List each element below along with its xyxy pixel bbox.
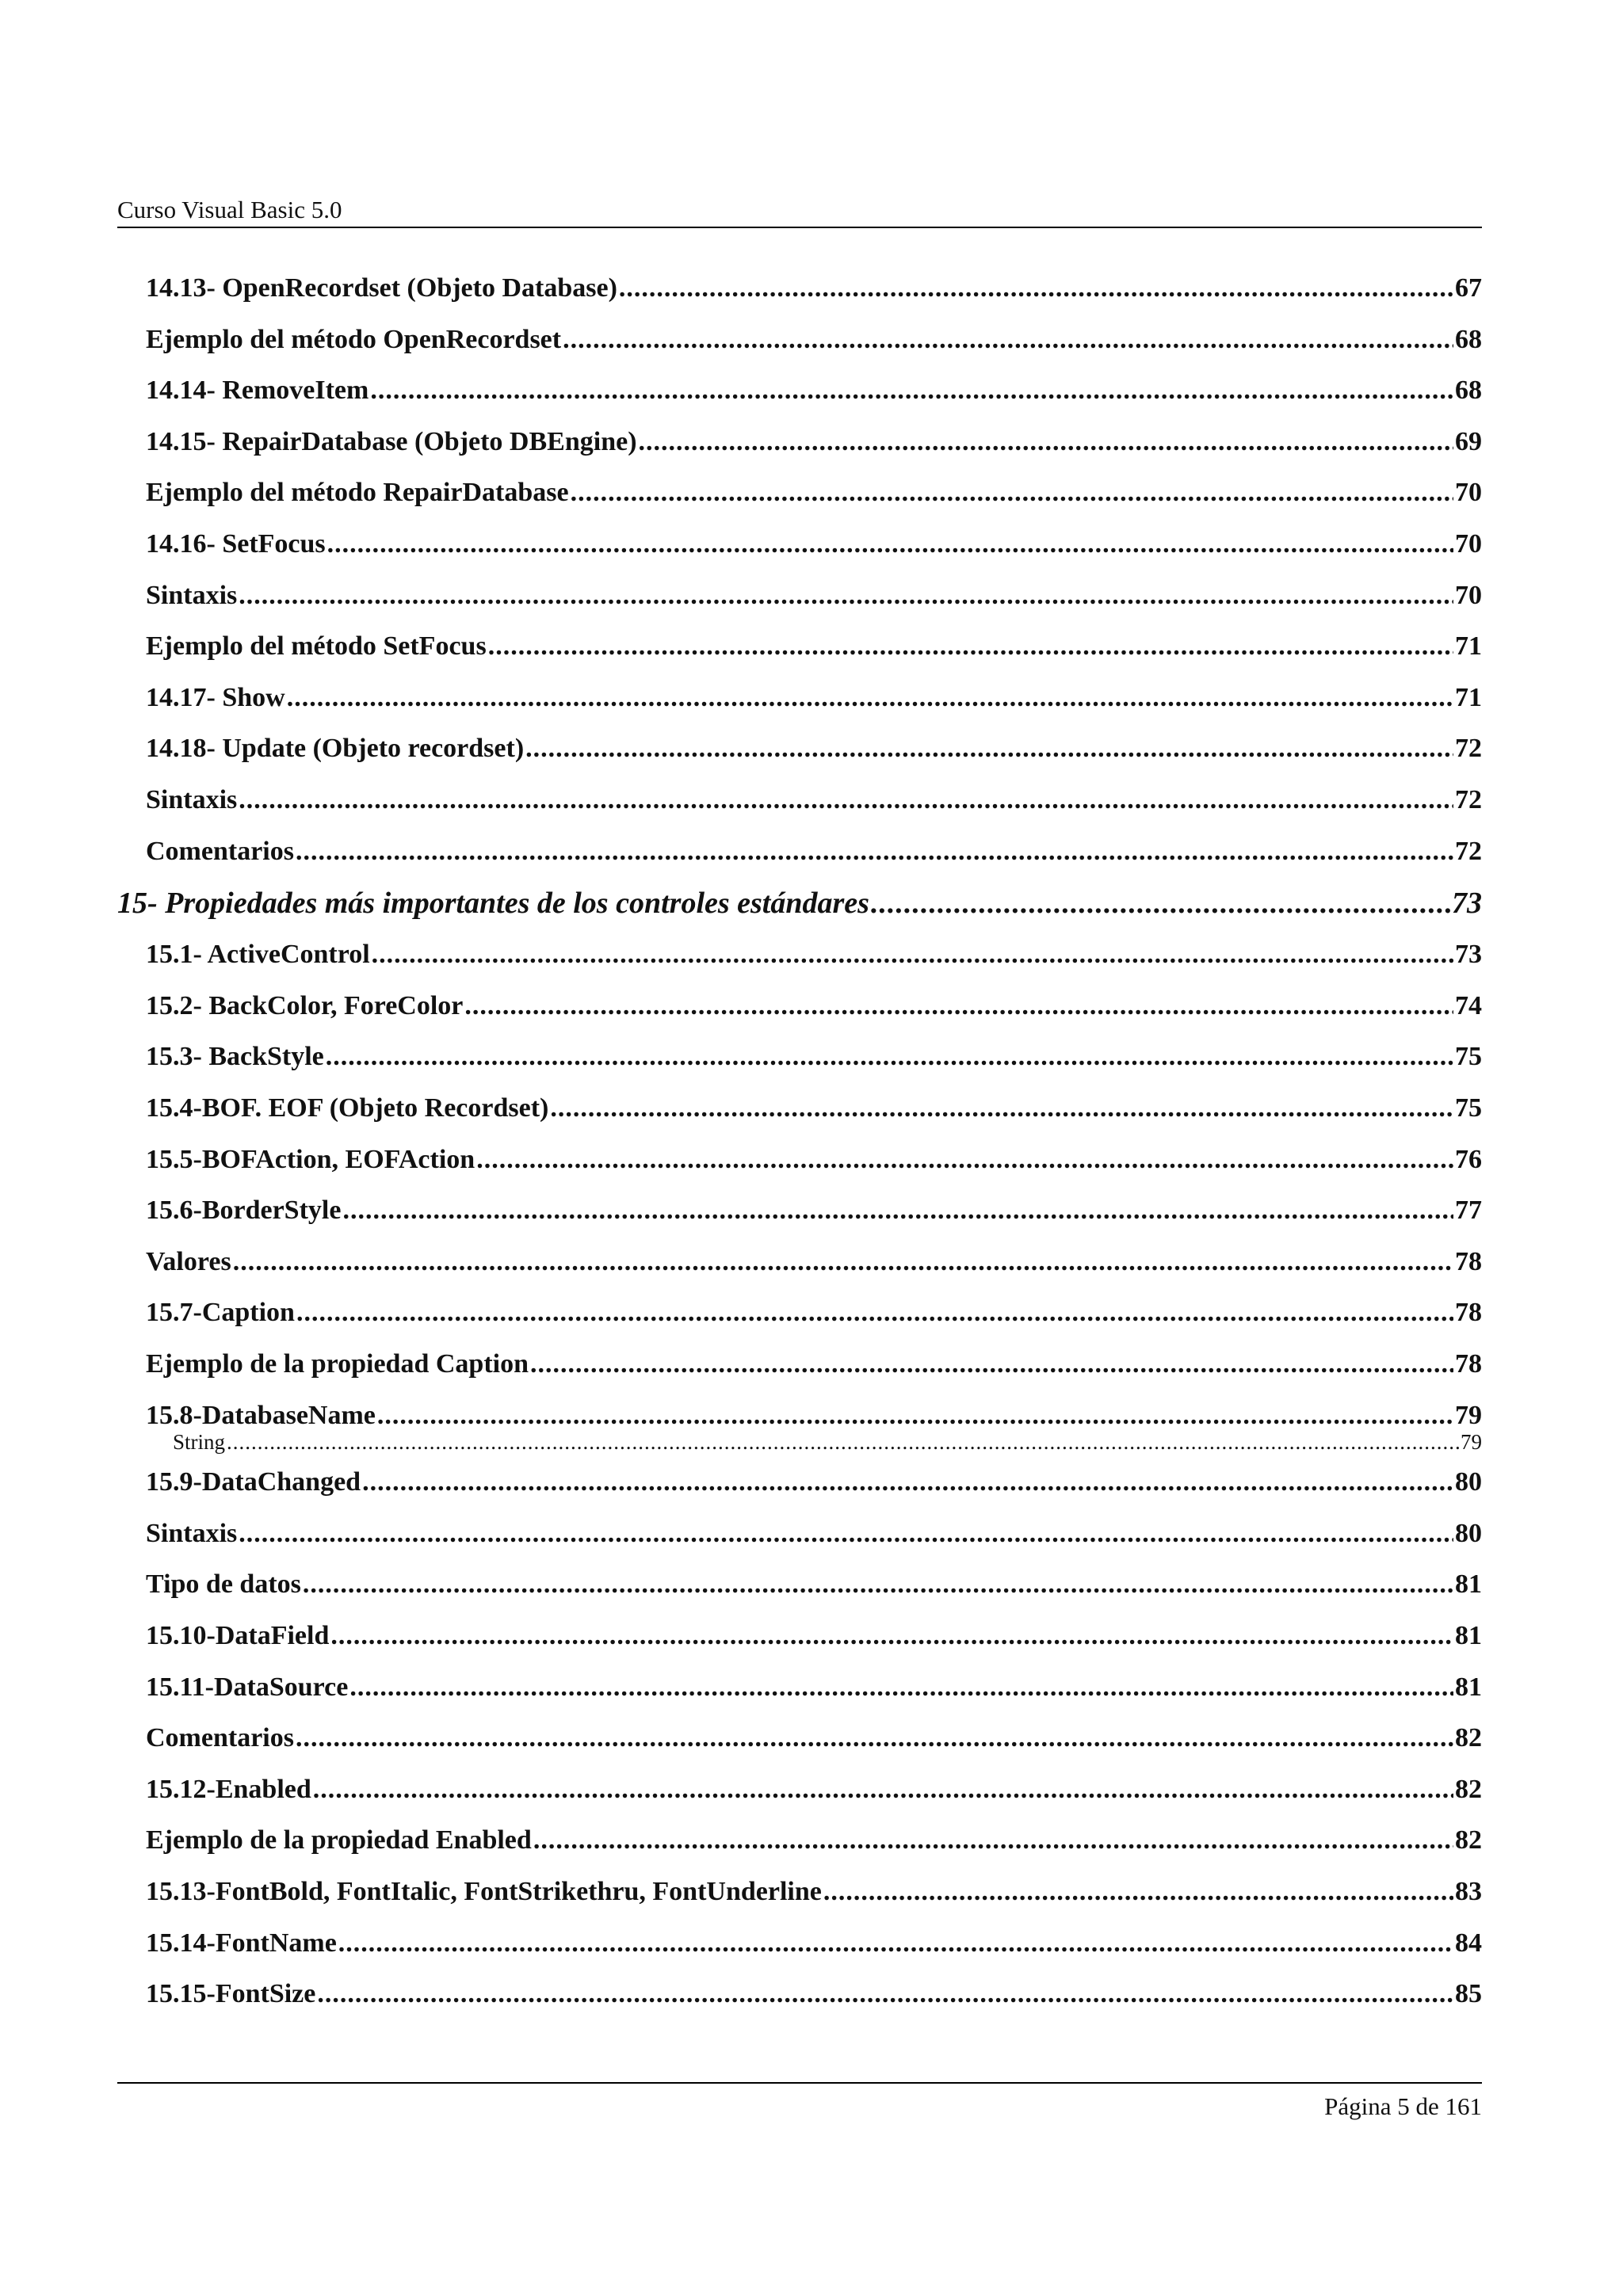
toc-entry-label: 15.11-DataSource: [146, 1672, 349, 1702]
toc-entry-label: 14.13- OpenRecordset (Objeto Database): [146, 273, 617, 303]
toc-dot-leader: [370, 365, 1453, 417]
toc-entry-page: 68: [1455, 324, 1482, 354]
toc-entry-page: 83: [1455, 1877, 1482, 1906]
toc-entry[interactable]: [146, 826, 1482, 878]
toc-entry[interactable]: [146, 467, 1482, 519]
toc-entry-page: 84: [1455, 1928, 1482, 1958]
toc-entry-page: 72: [1455, 785, 1482, 814]
toc-entry-label: String: [173, 1430, 226, 1455]
toc-entry-page: 85: [1455, 1979, 1482, 2009]
toc-dot-leader: [296, 1287, 1453, 1339]
toc-entry-label: 14.17- Show: [146, 682, 285, 712]
toc-entry-label: 14.16- SetFocus: [146, 529, 326, 559]
toc-entry[interactable]: [146, 723, 1482, 775]
toc-subentry[interactable]: [173, 1427, 1482, 1457]
toc-entry[interactable]: [146, 1508, 1482, 1560]
toc-entry[interactable]: [146, 1457, 1482, 1508]
toc-dot-leader: [296, 1713, 1453, 1764]
toc-entry-page: 80: [1455, 1518, 1482, 1548]
toc-entry[interactable]: [146, 1867, 1482, 1918]
toc-dot-leader: [533, 1815, 1453, 1867]
toc-entry-label: 15.15-FontSize: [146, 1979, 316, 2009]
toc-entry[interactable]: [146, 1237, 1482, 1288]
toc-dot-leader: [372, 929, 1453, 981]
toc-dot-leader: [330, 1611, 1453, 1662]
toc-dot-leader: [639, 417, 1453, 468]
toc-entry[interactable]: [146, 1032, 1482, 1083]
footer-page-number: Página 5 de 161: [1324, 2092, 1482, 2120]
toc-entry-label: Sintaxis: [146, 785, 238, 814]
toc-entry[interactable]: [146, 1918, 1482, 1970]
toc-entry-page: 82: [1455, 1825, 1482, 1855]
toc-entry[interactable]: [146, 621, 1482, 673]
toc-entry[interactable]: [146, 1339, 1482, 1390]
toc-entry-label: Ejemplo de la propiedad Enabled: [146, 1825, 532, 1855]
toc-dot-leader: [239, 1508, 1453, 1560]
toc-entry-page: 82: [1455, 1774, 1482, 1804]
toc-entry-label: Ejemplo del método OpenRecordset: [146, 324, 562, 354]
toc-entry[interactable]: [146, 1083, 1482, 1135]
toc-entry-label: 15.8-DatabaseName: [146, 1400, 376, 1430]
toc-entry-label: 14.15- RepairDatabase (Objeto DBEngine): [146, 426, 637, 456]
toc-entry-page: 74: [1455, 990, 1482, 1020]
toc-dot-leader: [823, 1867, 1453, 1918]
toc-entry-page: 72: [1455, 734, 1482, 764]
toc-entry-label: Comentarios: [146, 1723, 294, 1753]
toc-entry-page: 70: [1455, 580, 1482, 610]
toc-entry[interactable]: [146, 1611, 1482, 1662]
toc-entry[interactable]: [146, 417, 1482, 468]
toc-dot-leader: [239, 775, 1453, 826]
toc-entry-page: 81: [1455, 1569, 1482, 1600]
toc-dot-leader: [619, 263, 1453, 315]
toc-entry[interactable]: [146, 1969, 1482, 2020]
toc-entry-label: 15.2- BackColor, ForeColor: [146, 990, 464, 1020]
toc-dot-leader: [871, 877, 1450, 929]
toc-entry-page: 70: [1455, 529, 1482, 559]
page-header: [117, 193, 1482, 228]
toc-entry-page: 75: [1455, 1042, 1482, 1072]
toc-entry-label: 15.1- ActiveControl: [146, 940, 370, 970]
toc-entry[interactable]: [146, 315, 1482, 366]
toc-entry-page: 69: [1455, 426, 1482, 456]
toc-entry[interactable]: [146, 1764, 1482, 1816]
toc-entry-page: 73: [1455, 940, 1482, 970]
toc-entry-page: 72: [1455, 836, 1482, 866]
toc-entry-page: 68: [1455, 376, 1482, 406]
toc-entry-page: 71: [1455, 631, 1482, 662]
toc-entry[interactable]: [146, 673, 1482, 724]
toc-entry-page: 70: [1455, 478, 1482, 508]
toc-dot-leader: [349, 1662, 1453, 1714]
toc-entry-page: 67: [1455, 273, 1482, 303]
toc-entry-label: 14.14- RemoveItem: [146, 376, 369, 406]
footer-divider: [117, 2082, 1482, 2084]
toc-entry-page: 78: [1455, 1349, 1482, 1379]
toc-entry[interactable]: [146, 1713, 1482, 1764]
toc-entry[interactable]: [146, 1135, 1482, 1186]
toc-entry[interactable]: [146, 1185, 1482, 1237]
toc-entry[interactable]: [146, 365, 1482, 417]
toc-dot-leader: [327, 519, 1453, 570]
toc-entry-page: 78: [1455, 1298, 1482, 1328]
toc-entry-page: 75: [1455, 1093, 1482, 1123]
toc-entry-label: 15.5-BOFAction, EOFAction: [146, 1144, 475, 1174]
toc-dot-leader: [525, 723, 1453, 775]
toc-dot-leader: [530, 1339, 1453, 1390]
toc-entry-label: 15.9-DataChanged: [146, 1467, 361, 1497]
toc-entry-label: 15.13-FontBold, FontItalic, FontStrikethru, FontUnderline: [146, 1877, 822, 1906]
toc-chapter-entry[interactable]: [117, 877, 1482, 929]
toc-dot-leader: [342, 1185, 1453, 1237]
toc-entry-label: 15.7-Caption: [146, 1298, 295, 1328]
toc-entry-label: Ejemplo del método RepairDatabase: [146, 478, 569, 508]
toc-entry-label: Valores: [146, 1246, 231, 1276]
toc-dot-leader: [488, 621, 1453, 673]
toc-entry-page: 79: [1455, 1400, 1482, 1430]
toc-dot-leader: [563, 315, 1453, 366]
toc-entry[interactable]: [146, 1662, 1482, 1714]
toc-entry-label: Ejemplo de la propiedad Caption: [146, 1349, 529, 1379]
toc-dot-leader: [476, 1135, 1453, 1186]
header-title: Curso Visual Basic 5.0: [117, 196, 342, 223]
toc-dot-leader: [287, 673, 1453, 724]
toc-entry[interactable]: [146, 519, 1482, 570]
toc-entry-label: Comentarios: [146, 836, 294, 866]
toc-entry-label: Ejemplo del método SetFocus: [146, 631, 487, 662]
toc-entry-label: 15- Propiedades más importantes de los controles estándares: [117, 887, 869, 921]
toc-entry-page: 76: [1455, 1144, 1482, 1174]
toc-entry-page: 79: [1461, 1430, 1482, 1455]
toc-dot-leader: [571, 467, 1453, 519]
toc-entry[interactable]: [146, 1559, 1482, 1611]
toc-dot-leader: [239, 570, 1453, 622]
toc-entry[interactable]: [146, 570, 1482, 622]
toc-dot-leader: [317, 1969, 1453, 2020]
toc-dot-leader: [362, 1457, 1453, 1508]
toc-entry-label: Tipo de datos: [146, 1569, 301, 1600]
toc-dot-leader: [313, 1764, 1453, 1816]
toc-entry-page: 77: [1455, 1196, 1482, 1226]
toc-entry-label: 15.3- BackStyle: [146, 1042, 324, 1072]
toc-entry[interactable]: [146, 1287, 1482, 1339]
toc-entry-page: 78: [1455, 1246, 1482, 1276]
toc-dot-leader: [303, 1559, 1453, 1611]
toc-entry[interactable]: [146, 1815, 1482, 1867]
toc-dot-leader: [326, 1032, 1453, 1083]
toc-dot-leader: [227, 1427, 1459, 1457]
toc-entry-page: 81: [1455, 1621, 1482, 1650]
toc-entry[interactable]: [146, 981, 1482, 1032]
toc-entry-page: 71: [1455, 682, 1482, 712]
toc-entry-label: Sintaxis: [146, 580, 238, 610]
toc-entry-page: 81: [1455, 1672, 1482, 1702]
toc-dot-leader: [233, 1237, 1453, 1288]
toc-dot-leader: [550, 1083, 1453, 1135]
toc-entry-label: 15.10-DataField: [146, 1621, 330, 1650]
toc-dot-leader: [296, 826, 1453, 878]
toc-entry-page: 73: [1452, 887, 1482, 921]
toc-entry[interactable]: [146, 263, 1482, 315]
toc-entry-label: 14.18- Update (Objeto recordset): [146, 734, 525, 764]
toc-entry-label: 15.4-BOF. EOF (Objeto Recordset): [146, 1093, 549, 1123]
toc-entry-page: 80: [1455, 1467, 1482, 1497]
toc-entry-label: 15.6-BorderStyle: [146, 1196, 342, 1226]
toc-entry[interactable]: [146, 775, 1482, 826]
toc-dot-leader: [464, 981, 1453, 1032]
toc-entry-label: 15.12-Enabled: [146, 1774, 311, 1804]
toc-entry-label: Sintaxis: [146, 1518, 238, 1548]
toc-entry-label: 15.14-FontName: [146, 1928, 337, 1958]
toc-dot-leader: [338, 1918, 1453, 1970]
toc-entry[interactable]: [146, 929, 1482, 981]
toc-entry-page: 82: [1455, 1723, 1482, 1753]
